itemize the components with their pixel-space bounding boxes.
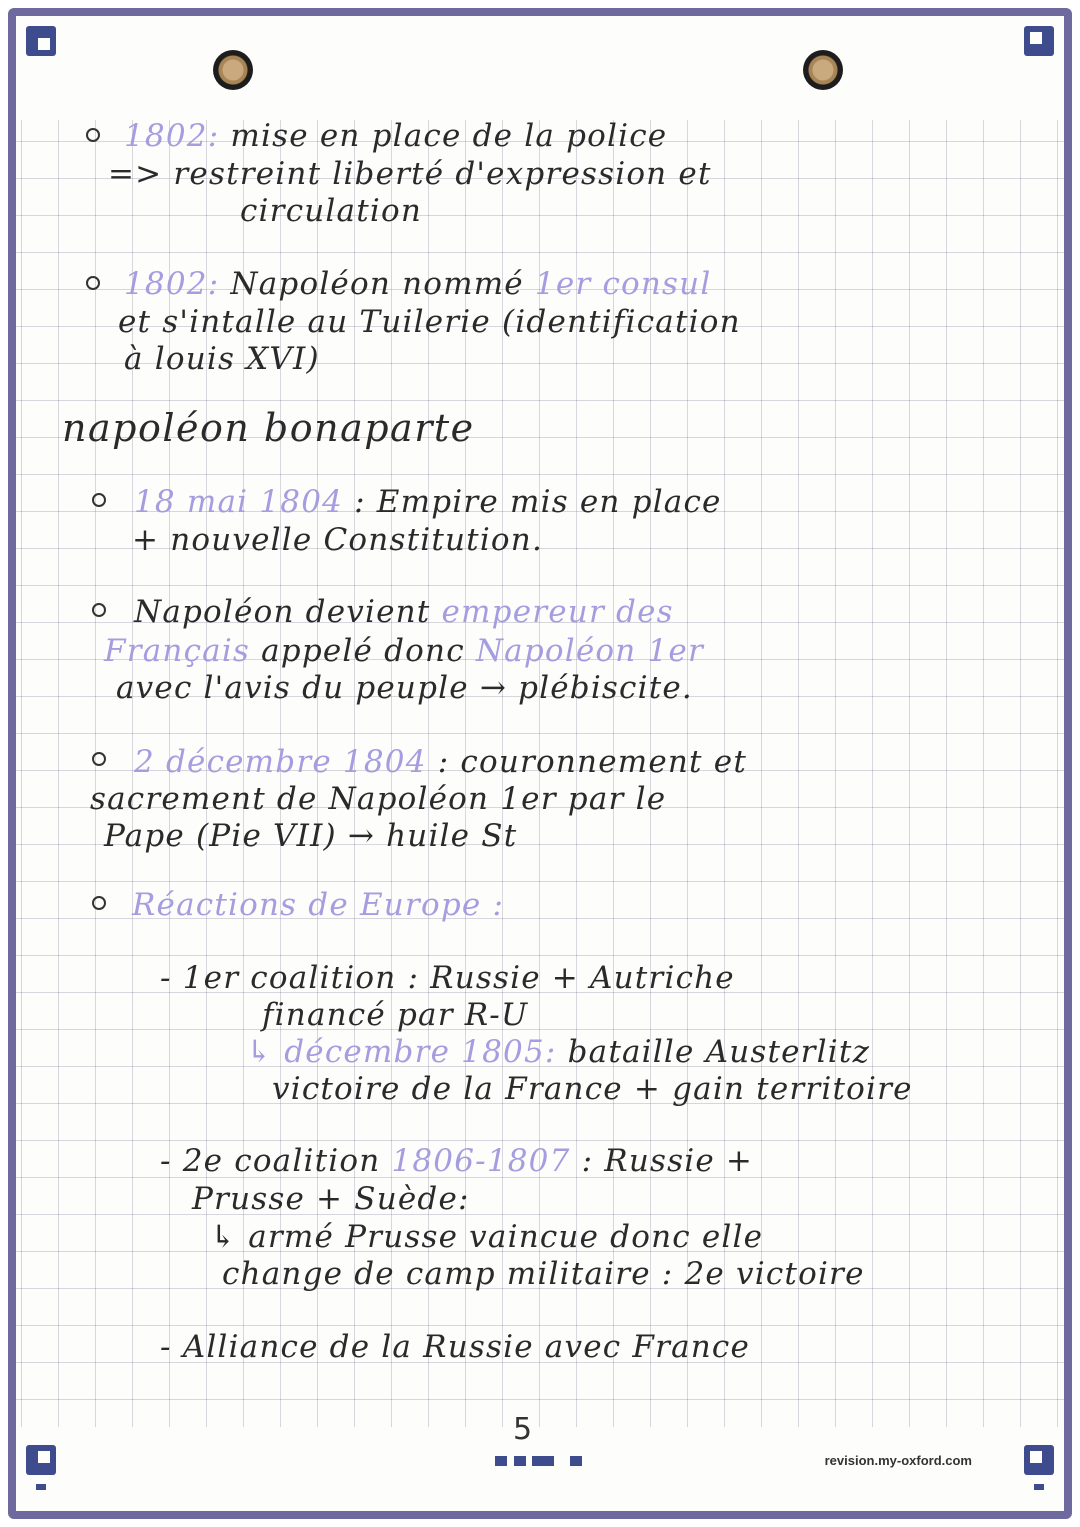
note-line bbox=[132, 887, 504, 923]
footer-dot-icon bbox=[532, 1456, 554, 1466]
note-line bbox=[246, 1034, 870, 1070]
bullet-icon bbox=[92, 752, 106, 766]
note-line: - 1er coalition : Russie + Autriche bbox=[160, 960, 735, 996]
term-highlight: Français bbox=[104, 633, 251, 669]
section-highlight: Réactions de Europe : bbox=[132, 887, 505, 923]
corner-mark-bottom-left-icon bbox=[26, 1445, 56, 1475]
note-line: + nouvelle Constitution. bbox=[132, 522, 544, 558]
note-line: ↳ armé Prusse vaincue donc elle bbox=[210, 1219, 764, 1255]
corner-mark-top-right-icon bbox=[1024, 26, 1054, 56]
term-highlight: 1er consul bbox=[534, 266, 712, 302]
date-highlight: ↳ décembre 1805: bbox=[246, 1034, 557, 1070]
note-line: sacrement de Napoléon 1er par le bbox=[90, 781, 667, 817]
section-heading: napoléon bonaparte bbox=[62, 406, 475, 450]
footer-dot-icon bbox=[514, 1456, 526, 1466]
bullet-icon bbox=[92, 896, 106, 910]
note-line bbox=[124, 118, 667, 154]
date-highlight: 18 mai 1804 bbox=[134, 484, 344, 520]
footer-dot-icon bbox=[495, 1456, 507, 1466]
date-highlight: 2 décembre 1804 bbox=[134, 744, 427, 780]
term-highlight: empereur des bbox=[441, 594, 674, 630]
note-line bbox=[104, 633, 704, 669]
note-line bbox=[160, 1143, 753, 1179]
note-line: change de camp militaire : 2e victoire bbox=[222, 1256, 865, 1292]
bullet-icon bbox=[86, 128, 100, 142]
bullet-icon bbox=[92, 603, 106, 617]
note-text: : Russie + bbox=[581, 1143, 754, 1179]
term-highlight: Napoléon 1er bbox=[475, 633, 704, 669]
note-line: Prusse + Suède: bbox=[192, 1181, 470, 1217]
note-line: Pape (Pie VII) → huile St bbox=[104, 818, 518, 854]
date-highlight: 1806-1807 bbox=[391, 1143, 571, 1179]
tick-mark-icon bbox=[36, 1484, 46, 1490]
note-line: circulation bbox=[240, 193, 423, 229]
note-line: - Alliance de la Russie avec France bbox=[160, 1329, 751, 1365]
note-line bbox=[134, 744, 747, 780]
page-number: 5 bbox=[513, 1412, 533, 1447]
note-text: - 2e coalition bbox=[160, 1143, 381, 1179]
note-text: bataille Austerlitz bbox=[567, 1034, 871, 1070]
date-highlight: 1802: bbox=[124, 266, 220, 302]
bottom-margin bbox=[16, 1427, 1064, 1511]
note-line: financé par R-U bbox=[262, 997, 529, 1033]
tick-mark-icon bbox=[1034, 1484, 1044, 1490]
note-line bbox=[134, 484, 722, 520]
note-line bbox=[134, 594, 674, 630]
note-line: à louis XVI) bbox=[124, 341, 320, 377]
note-line: avec l'avis du peuple → plébiscite. bbox=[116, 670, 693, 706]
note-line bbox=[124, 266, 711, 302]
note-text: Napoléon devient bbox=[134, 594, 431, 630]
note-text: : couronnement et bbox=[437, 744, 747, 780]
corner-mark-bottom-right-icon bbox=[1024, 1445, 1054, 1475]
date-highlight: 1802: bbox=[124, 118, 220, 154]
note-line: victoire de la France + gain territoire bbox=[272, 1071, 913, 1107]
note-text: mise en place de la police bbox=[230, 118, 668, 154]
bullet-icon bbox=[86, 276, 100, 290]
note-text: appelé donc bbox=[261, 633, 465, 669]
footer-url: revision.my-oxford.com bbox=[824, 1453, 972, 1468]
punch-hole-left bbox=[213, 50, 253, 90]
note-line: et s'intalle au Tuilerie (identification bbox=[118, 304, 741, 340]
punch-hole-right bbox=[803, 50, 843, 90]
bullet-icon bbox=[92, 493, 106, 507]
note-text: : Empire mis en place bbox=[354, 484, 722, 520]
note-line: => restreint liberté d'expression et bbox=[108, 156, 712, 192]
footer-dot-icon bbox=[570, 1456, 582, 1466]
top-margin bbox=[16, 16, 1064, 120]
corner-mark-top-left-icon bbox=[26, 26, 56, 56]
note-text: Napoléon nommé bbox=[230, 266, 524, 302]
